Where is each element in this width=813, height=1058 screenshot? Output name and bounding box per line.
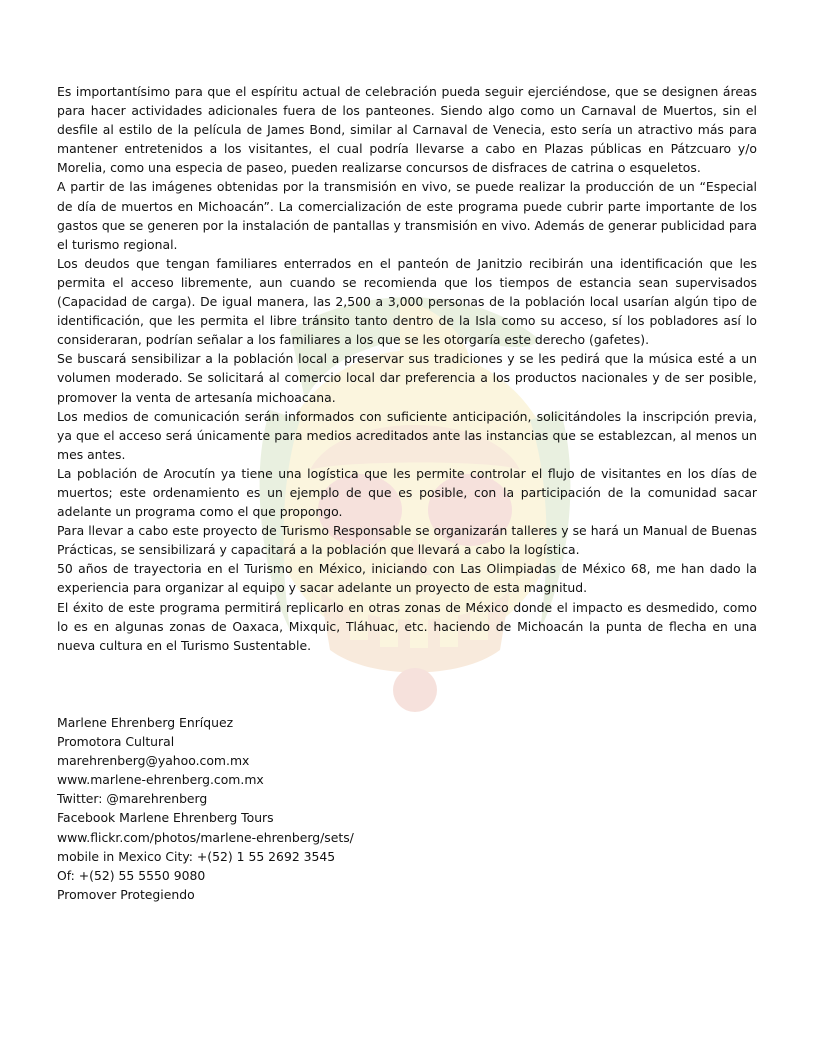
signature-block bbox=[57, 713, 557, 904]
signature-office: Of: +(52) 55 5550 9080 bbox=[57, 867, 206, 883]
signature-facebook: Facebook Marlene Ehrenberg Tours bbox=[57, 810, 274, 826]
signature-motto: Promover Protegiendo bbox=[57, 886, 195, 902]
body-text bbox=[57, 82, 757, 655]
signature-twitter: Twitter: @marehrenberg bbox=[57, 791, 208, 807]
signature-role: Promotora Cultural bbox=[57, 734, 175, 750]
signature-email: marehrenberg@yahoo.com.mx bbox=[57, 753, 250, 769]
paragraph-talleres: Para llevar a cabo este proyecto de Turismo Responsable se organizarán talleres y se hará un Manual de Buenas Prácticas, se sensibilizará y capacitará a la población que llevará a cabo la logística. bbox=[57, 523, 757, 558]
signature-flickr: www.flickr.com/photos/marlene-ehrenberg/sets/ bbox=[57, 829, 354, 845]
signature-name: Marlene Ehrenberg Enríquez bbox=[57, 715, 234, 730]
paragraph-exito: El éxito de este programa permitirá replicarlo en otras zonas de México donde el impacto es desmedido, como lo es en algunas zonas de Oaxaca, Mixquic, Tláhuac, etc. haciendo de Michoacán la punta de flecha en una nueva cultura en el Turismo Sustentable. bbox=[57, 599, 757, 653]
paragraph-arocutin: La población de Arocutín ya tiene una logística que les permite controlar el flujo de visitantes en los días de muertos; este ordenamiento es un ejemplo de que es posible, con la participación de la comunidad sacar adelante un programa como el que propongo. bbox=[57, 465, 757, 520]
paragraph-medios: Los medios de comunicación serán informados con suficiente anticipación, solicitándoles la inscripción previa, ya que el acceso será únicamente para medios acreditados ante las instancias que se establezcan, al menos un mes antes. bbox=[57, 408, 757, 462]
paragraph-especial: A partir de las imágenes obtenidas por la transmisión en vivo, se puede realizar la producción de un “Especial de día de muertos en Michoacán”. La comercialización de este programa puede cubrir parte importante de los gastos que se generen por la instalación de pantallas y transmisión en vivo. Además de generar publicidad para el turismo regional. bbox=[57, 179, 757, 252]
signature-website: www.marlene-ehrenberg.com.mx bbox=[57, 772, 264, 788]
paragraph-deudos: Los deudos que tengan familiares enterrados en el panteón de Janitzio recibirán una identificación que les permita el acceso libremente, aun cuando se recomienda que los tiempos de estancia sean supervisados (Capacidad de carga). De igual manera, las 2,500 a 3,000 personas de la población local usarían algún tipo de identificación, que les permita el libre tránsito tanto dentro de la Isla como su acceso, sí los pobladores así lo consideraran, podrían señalar a los familiares a los que se les otorgaría este derecho (gafetes). bbox=[57, 255, 757, 348]
paragraph-carnaval: Es importantísimo para que el espíritu actual de celebración pueda seguir ejerciéndose, que se designen áreas para hacer actividades adicionales fuera de los panteones. Siendo algo como un Carnaval de Muertos, sin el desfile al estilo de la película de James Bond, similar al Carnaval de Venecia, esto sería un atractivo más para mantener entretenidos a los visitantes, el cual podría llevarse a cabo en Plazas públicas en Pátzcuaro y/o Morelia, como una especia de paseo, pueden realizarse concursos de disfraces de catrina o esqueletos. bbox=[57, 84, 757, 176]
signature-mobile: mobile in Mexico City: +(52) 1 55 2692 3545 bbox=[57, 848, 336, 864]
paragraph-trayectoria: 50 años de trayectoria en el Turismo en México, iniciando con Las Olimpiadas de México 68, me han dado la experiencia para organizar al equipo y sacar adelante un proyecto de esta magnitud. bbox=[57, 561, 757, 596]
paragraph-sensibilizar: Se buscará sensibilizar a la población local a preservar sus tradiciones y se les pedirá que la música esté a un volumen moderado. Se solicitará al comercio local dar preferencia a los productos nacionales y de ser posible, promover la venta de artesanía michoacana. bbox=[57, 351, 757, 405]
